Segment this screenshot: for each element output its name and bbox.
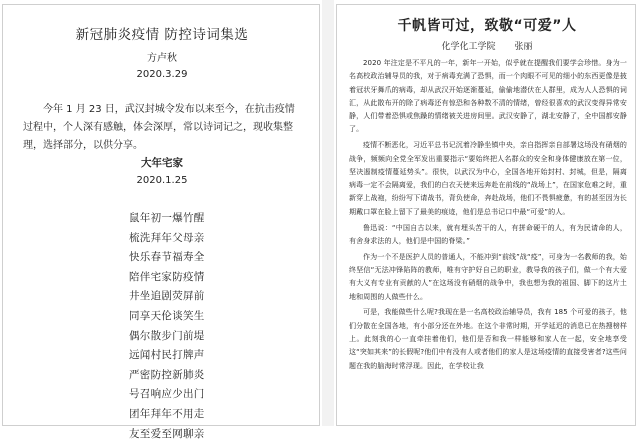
article-paragraph: 作为一个不是医护人员的普通人，不能冲到“前线”战“疫”，可身为一名教师的我，始终坚信“无法冲锋陷阵的教师，唯有守护好自己的职业，教导我的孩子们，做一个有大爱有大义有专业有贡献的人”在这场没有硝烟的战争中，我也想为我的祖国、脚下的这片土地和周围的人做些什么。 [349, 252, 627, 301]
article-paragraph: 可是，我能做些什么呢?我现在是一名高校政治辅导员，我有 185 个可爱的孩子，他们分散在全国各地，有小部分还在外地。在这个非常时期，开学延迟的消息已在热搜榜样上。此刻我的心一直牵挂着他们，他们是否和我一样能够和家人在一起，安全地享受这“突如其来”的长假呢?他们中有没有人或者他们的家人是这场疫情的直接受害者?这些问题在我的脑海时常浮现。因此，在学校让我 [349, 308, 627, 370]
poem-title: 大年宅家 [141, 157, 183, 169]
left-document-page [2, 4, 320, 440]
article-paragraph: 疫情不断恶化，习近平总书记沉着冷静坐镇中央，亲自指挥亲自部署这场没有硝烟的战争，频频向全党全军发出重要指示“要始终把人名群众的安全和身体健康放在第一位，坚决遏制疫情蔓延势头”。很快，以武汉为中心，全国各地开始封村、封城，但是，隔离病毒一定不会隔离爱，我们的白衣天使来远奔赴在前线的“战场上”，在国家危难之时，重新穿上战袍，纷纷写下请战书，背负使命，奔赴战场，他们不畏惧疲惫，有的甚至因为长期戴口罩在脸上留下了最美的痕迹，他们是总书记口中最“可爱”的人。 [349, 141, 627, 216]
article-paragraph: 鲁迅说：“中国自古以来，就有埋头苦干的人，有拼命硬干的人，有为民请命的人，有舍身求法的人，他们是中国的脊梁。” [349, 223, 627, 245]
poem-line: 鼠年初一爆竹醒 [129, 212, 205, 224]
right-document-page [336, 4, 636, 426]
article-byline [337, 39, 637, 52]
poem-lines [129, 209, 205, 444]
poem-line: 梳洗拜年父母亲 [129, 231, 205, 244]
poem-line: 严密防控新肺炎 [129, 368, 205, 381]
article-org: 化学化工学院 [441, 42, 496, 52]
poem-line: 远闻村民打牌声 [129, 349, 205, 362]
collection-intro: 今年 1 月 23 日，武汉封城令发布以来至今，在抗击疫情过程中，个人深有感触，体会深厚，常以诗词记之，现收集整理，选择部分，以供分享。 [23, 104, 295, 151]
poem-line: 陪伴宅家防疫情 [129, 270, 205, 283]
collection-date: 2020.3.29 [136, 69, 188, 80]
poem-line: 同享天伦谈笑生 [129, 309, 205, 322]
article-author: 张丽 [514, 42, 533, 52]
collection-author: 方卢秋 [147, 53, 177, 64]
article-paragraph: 2020 年注定是不平凡的一年，新年一开始，似乎就在提醒我们要学会珍惜。身为一名高校政治辅导员的我，对于病毒充满了恐惧，而一个肉眼不可见的细小的东西更像是披着冠状牙舞爪的病毒，却从武汉开始逐渐蔓延，偷偷地潜伏在人群里，成为人人恐惧的词汇，从此散布开的除了病毒还有惊恐和各种数不清的情绪，曾经很喜欢的武汉变得异常安静，人们带着恐惧或焦躁的情绪被关进房间里。武汉安静了，湖北安静了，全中国都安静了。 [349, 59, 627, 134]
poem-line: 号召响应少出门 [129, 388, 205, 401]
poem-line: 团年拜年不用走 [129, 407, 205, 420]
article-title: 千帆皆可过，致敬“可爱”人 [397, 18, 577, 34]
poem-date: 2020.1.25 [136, 175, 188, 186]
collection-title: 新冠肺炎疫情 防控诗词集选 [75, 27, 249, 43]
article-body [349, 57, 627, 375]
poem-line: 快乐春节福寿全 [129, 251, 205, 264]
poem-line: 偶尔散步门前堤 [129, 329, 205, 342]
poem-line: 井坐追剧荧屏前 [129, 290, 205, 303]
poem-line: 友至爱至网聊亲 [129, 427, 205, 440]
page-gutter [322, 0, 334, 426]
